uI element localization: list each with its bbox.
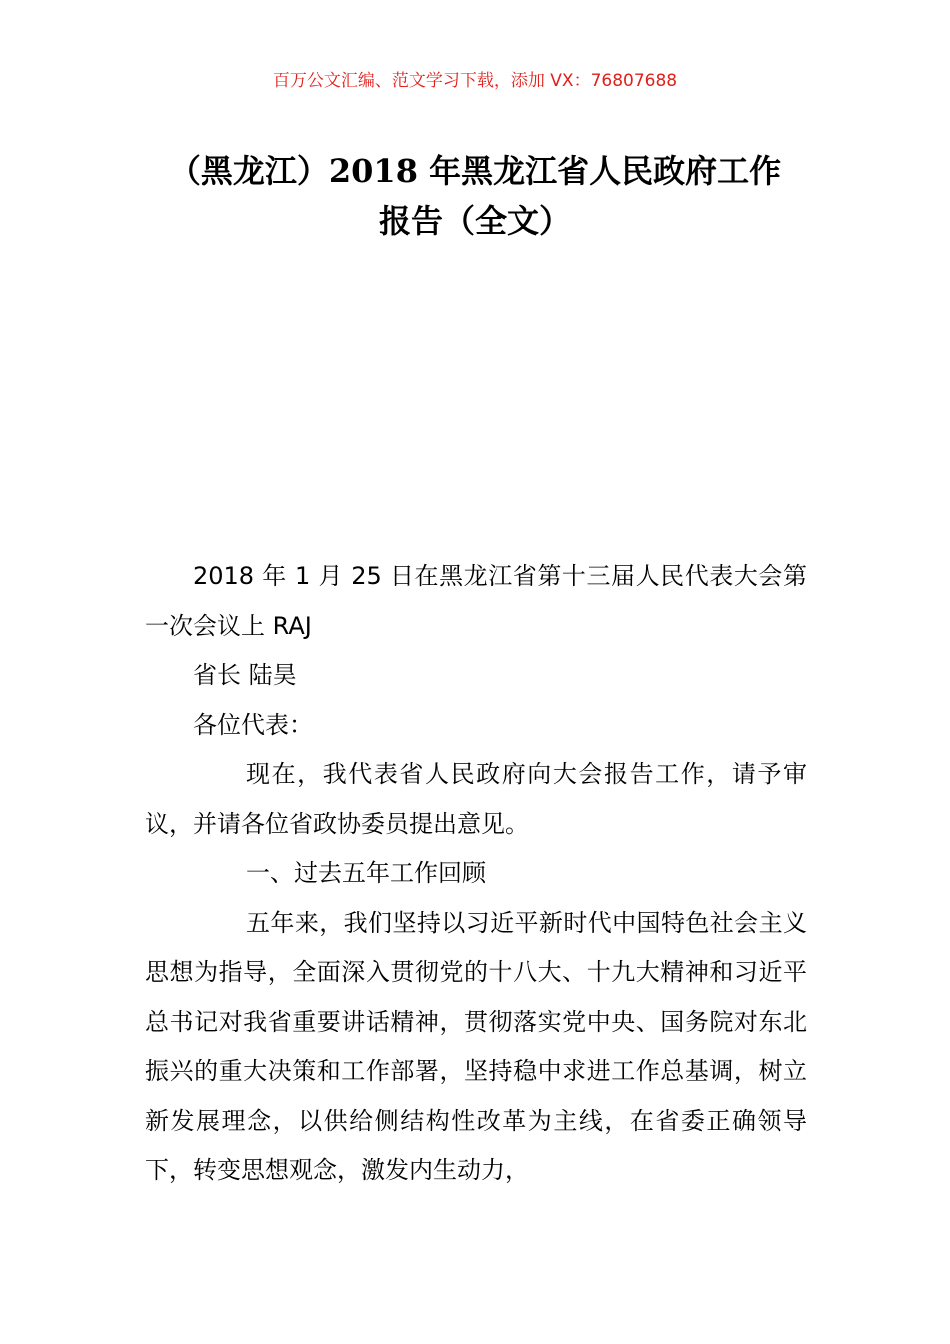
- document-title-line-2: 报告（全文）: [378, 202, 571, 240]
- document-title: [0, 146, 950, 246]
- document-body: [145, 552, 807, 1196]
- salutation-line: 各位代表：: [193, 710, 313, 739]
- speaker-line: 省长 陆昊: [193, 661, 297, 689]
- section-heading: 一、过去五年工作回顾: [246, 859, 486, 887]
- opening-paragraph: 现在，我代表省人民政府向大会报告工作，请予审议，并请各位省政协委员提出意见。: [145, 760, 807, 838]
- review-paragraph: 五年来，我们坚持以习近平新时代中国特色社会主义思想为指导，全面深入贯彻党的十八大、十九大精神和习近平总书记对我省重要讲话精神，贯彻落实党中央、国务院对东北振兴的重大决策和工作部署，坚持稳中求进工作总基调，树立新发展理念，以供给侧结构性改革为主线，在省委正确领导下，转变思想观念，激发内生动力，: [145, 908, 807, 1184]
- header-watermark-note: 百万公文汇编、范文学习下载，添加 VX：76807688: [272, 71, 678, 91]
- document-title-line-1: （黑龙江）2018 年黑龙江省人民政府工作: [168, 152, 782, 190]
- occasion-paragraph: 2018 年 1 月 25 日在黑龙江省第十三届人民代表大会第一次会议上 RAJ: [145, 562, 807, 640]
